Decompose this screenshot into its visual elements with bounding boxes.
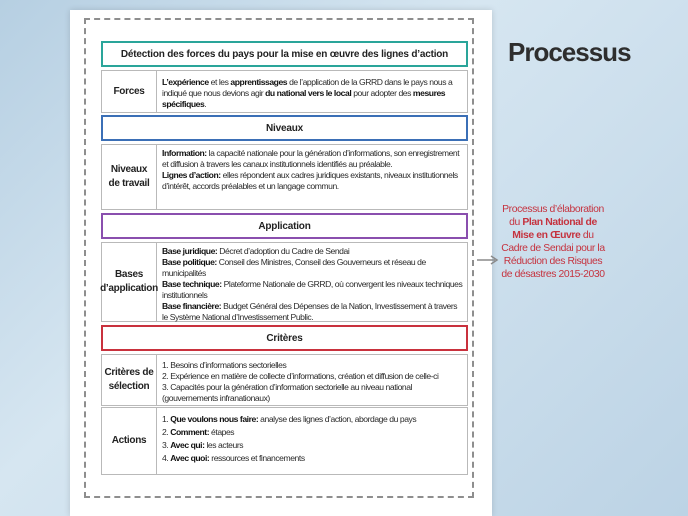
base-technique: Base technique: Plateforme Nationale de GRRD, où convergent les niveaux techniques institutionnels bbox=[162, 279, 463, 300]
content-bases bbox=[157, 243, 467, 321]
critere-item-2: 2. Expérience en matière de collecte d’informations, création et diffusion de celle-ci bbox=[162, 371, 439, 381]
row-forces bbox=[101, 70, 468, 113]
label-niveaux-travail: Niveaux de travail bbox=[102, 145, 157, 209]
niveaux-lignes: Lignes d’action: elles répondent aux cadres juridiques existants, niveaux institutionnels d’intérêt, accords préalables et un langage commun. bbox=[162, 170, 458, 191]
header-detection bbox=[101, 41, 468, 67]
base-politique: Base politique: Conseil des Ministres, Conseil des Gouverneurs et réseau de municipalités bbox=[162, 257, 426, 278]
header-criteres-text: Critères bbox=[266, 332, 303, 344]
header-detection-text: Détection des forces du pays pour la mise en œuvre des lignes d’action bbox=[120, 48, 449, 60]
row-niveaux-travail bbox=[101, 144, 468, 210]
content-actions bbox=[157, 408, 467, 474]
action-item-4: 4. Avec quoi: ressources et financements bbox=[162, 453, 305, 463]
action-item-1: 1. Que voulons nous faire: analyse des lignes d’action, abordage du pays bbox=[162, 414, 417, 424]
content-criteres-selection bbox=[157, 355, 467, 405]
forces-text: L’expérience et les apprentissages de l’application de la GRRD dans le pays nous a indiqué que nous devions agir du national vers le local pour adopter des mesures spécifiques. bbox=[162, 77, 453, 109]
row-criteres-selection bbox=[101, 354, 468, 406]
header-niveaux-text: Niveaux bbox=[266, 122, 303, 134]
critere-item-1: 1. Besoins d’informations sectorielles bbox=[162, 360, 287, 370]
action-item-3: 3. Avec qui: les acteurs bbox=[162, 440, 244, 450]
row-bases bbox=[101, 242, 468, 322]
label-criteres-selection: Critères de sélection bbox=[102, 355, 157, 405]
label-actions: Actions bbox=[102, 408, 157, 474]
base-financiere: Base financière: Budget Général des Dépenses de la Nation, Investissement à travers le Système National d’Investissement Public. bbox=[162, 301, 458, 322]
page-title: Processus bbox=[508, 37, 631, 67]
base-juridique: Base juridique: Décret d’adoption du Cadre de Sendai bbox=[162, 246, 350, 256]
content-forces bbox=[157, 71, 467, 112]
header-niveaux bbox=[101, 115, 468, 141]
label-bases: Bases d’application bbox=[102, 243, 157, 321]
header-application-text: Application bbox=[258, 220, 311, 232]
niveaux-information: Information: la capacité nationale pour la génération d’informations, son enregistrement et diffusion à travers les canaux institutionnels identifiés au préalable. bbox=[162, 148, 460, 169]
header-criteres bbox=[101, 325, 468, 351]
action-item-2: 2. Comment: étapes bbox=[162, 427, 235, 437]
content-niveaux-travail bbox=[157, 145, 467, 209]
header-application bbox=[101, 213, 468, 239]
critere-item-3: 3. Capacités pour la génération d’information sectorielle au niveau national (gouvernements infranationaux) bbox=[162, 382, 413, 403]
row-actions bbox=[101, 407, 468, 475]
arrow-right-icon bbox=[476, 255, 500, 265]
process-caption: Processus d’élaboration du Plan National de Mise en Œuvre du Cadre de Sendai pour la Réduction des Risques de désastres 2015-2030 bbox=[501, 204, 605, 280]
label-forces: Forces bbox=[102, 71, 157, 112]
